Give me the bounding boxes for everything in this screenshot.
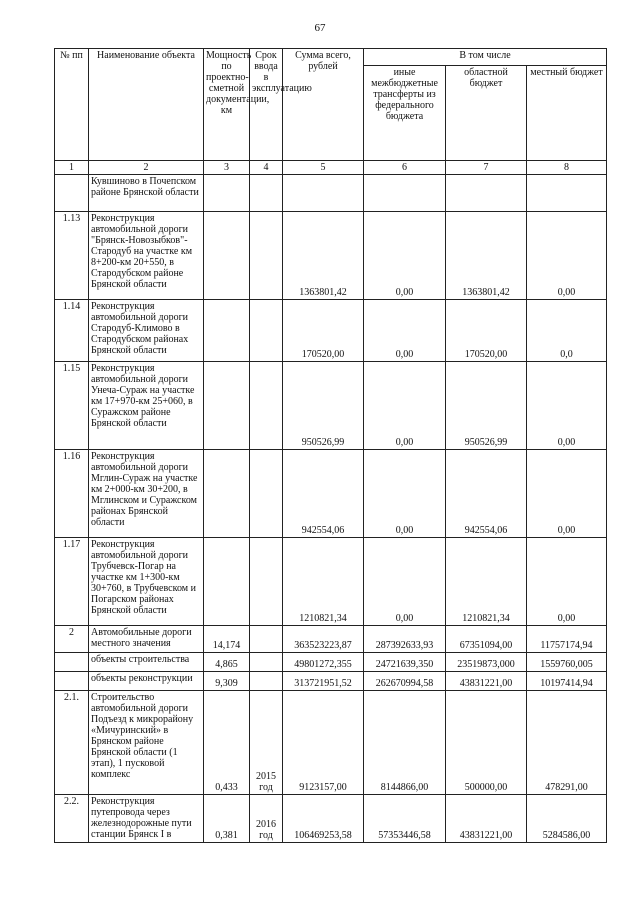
row-number: 1.15 — [55, 362, 89, 450]
term-cell — [250, 212, 283, 300]
capacity-cell: 4,865 — [204, 653, 250, 672]
column-index-row — [55, 161, 607, 175]
header-name: Наименование объекта — [89, 49, 204, 161]
regional-cell: 1363801,42 — [446, 212, 527, 300]
regional-cell: 67351094,00 — [446, 626, 527, 653]
header-total: Сумма всего, рублей — [283, 49, 364, 161]
term-cell — [250, 175, 283, 212]
object-name: объекты реконструкции — [89, 672, 204, 691]
table-row — [55, 300, 607, 362]
capacity-cell — [204, 450, 250, 538]
table-row — [55, 795, 607, 843]
total-cell: 170520,00 — [283, 300, 364, 362]
federal-cell — [364, 175, 446, 212]
total-cell: 363523223,87 — [283, 626, 364, 653]
object-name: Автомобильные дороги местного значения — [89, 626, 204, 653]
federal-cell: 8144866,00 — [364, 691, 446, 795]
local-cell: 0,0 — [527, 300, 607, 362]
capacity-cell: 0,433 — [204, 691, 250, 795]
column-index: 8 — [527, 161, 607, 175]
capacity-cell — [204, 175, 250, 212]
local-cell: 0,00 — [527, 538, 607, 626]
capacity-cell — [204, 538, 250, 626]
object-name: объекты строительства — [89, 653, 204, 672]
object-name: Реконструкция автомобильной дороги Трубчевск-Погар на участке км 1+300-км 30+760, в Трубчевском и Погарском районах Брянской области — [89, 538, 204, 626]
object-name: Реконструкция автомобильной дороги Мглин-Сураж на участке км 2+000-км 30+200, в Мглинском и Суражском районах Брянской области — [89, 450, 204, 538]
total-cell: 950526,99 — [283, 362, 364, 450]
header-local: местный бюджет — [527, 66, 607, 161]
row-number: 1.14 — [55, 300, 89, 362]
financing-table — [54, 48, 607, 843]
table-row — [55, 175, 607, 212]
capacity-cell: 0,381 — [204, 795, 250, 843]
table-row — [55, 626, 607, 653]
table-row — [55, 653, 607, 672]
regional-cell: 1210821,34 — [446, 538, 527, 626]
regional-cell: 950526,99 — [446, 362, 527, 450]
row-number — [55, 175, 89, 212]
regional-cell: 43831221,00 — [446, 795, 527, 843]
total-cell: 313721951,52 — [283, 672, 364, 691]
capacity-cell: 9,309 — [204, 672, 250, 691]
capacity-cell — [204, 362, 250, 450]
capacity-cell: 14,174 — [204, 626, 250, 653]
column-index: 5 — [283, 161, 364, 175]
column-index: 2 — [89, 161, 204, 175]
column-index: 4 — [250, 161, 283, 175]
table-row — [55, 691, 607, 795]
column-index: 6 — [364, 161, 446, 175]
term-cell — [250, 626, 283, 653]
object-name: Реконструкция автомобильной дороги "Брянск-Новозыбков"-Стародуб на участке км 8+200-км 20+550, в Стародубском районе Брянской области — [89, 212, 204, 300]
term-cell — [250, 538, 283, 626]
row-number: 1.16 — [55, 450, 89, 538]
local-cell: 0,00 — [527, 212, 607, 300]
table-row — [55, 672, 607, 691]
local-cell: 478291,00 — [527, 691, 607, 795]
capacity-cell — [204, 300, 250, 362]
local-cell: 0,00 — [527, 362, 607, 450]
term-cell — [250, 653, 283, 672]
page-number: 67 — [314, 22, 326, 34]
federal-cell: 0,00 — [364, 450, 446, 538]
row-number: 1.13 — [55, 212, 89, 300]
row-number: 2.2. — [55, 795, 89, 843]
object-name: Реконструкция автомобильной дороги Стародуб-Климово в Стародубском районах Брянской области — [89, 300, 204, 362]
table-row — [55, 538, 607, 626]
object-name: Кувшиново в Почепском районе Брянской области — [89, 175, 204, 212]
object-name: Строительство автомобильной дороги Подъезд к микрорайону «Мичуринский» в Брянском районе Брянской области (1 этап), 1 пусковой комплекс — [89, 691, 204, 795]
regional-cell: 500000,00 — [446, 691, 527, 795]
federal-cell: 262670994,58 — [364, 672, 446, 691]
row-number — [55, 672, 89, 691]
row-number: 1.17 — [55, 538, 89, 626]
regional-cell: 43831221,00 — [446, 672, 527, 691]
regional-cell — [446, 175, 527, 212]
federal-cell: 0,00 — [364, 362, 446, 450]
federal-cell: 287392633,93 — [364, 626, 446, 653]
local-cell: 5284586,00 — [527, 795, 607, 843]
total-cell: 1210821,34 — [283, 538, 364, 626]
total-cell: 9123157,00 — [283, 691, 364, 795]
federal-cell: 0,00 — [364, 300, 446, 362]
regional-cell: 942554,06 — [446, 450, 527, 538]
term-cell — [250, 362, 283, 450]
local-cell: 10197414,94 — [527, 672, 607, 691]
term-cell — [250, 300, 283, 362]
term-cell — [250, 672, 283, 691]
local-cell: 0,00 — [527, 450, 607, 538]
header-term: Срок ввода в эксплуатацию — [250, 49, 283, 161]
total-cell: 49801272,355 — [283, 653, 364, 672]
total-cell — [283, 175, 364, 212]
regional-cell: 23519873,000 — [446, 653, 527, 672]
column-index: 7 — [446, 161, 527, 175]
header-regional: областной бюджет — [446, 66, 527, 161]
row-number: 2 — [55, 626, 89, 653]
federal-cell: 0,00 — [364, 212, 446, 300]
header-including: В том числе — [364, 49, 607, 66]
header-no: № пп — [55, 49, 89, 161]
total-cell: 942554,06 — [283, 450, 364, 538]
local-cell: 11757174,94 — [527, 626, 607, 653]
table-row — [55, 212, 607, 300]
local-cell: 1559760,005 — [527, 653, 607, 672]
header-capacity: Мощность по проектно-сметной документации, км — [204, 49, 250, 161]
federal-cell: 0,00 — [364, 538, 446, 626]
regional-cell: 170520,00 — [446, 300, 527, 362]
total-cell: 1363801,42 — [283, 212, 364, 300]
total-cell: 106469253,58 — [283, 795, 364, 843]
term-cell: 2015 год — [250, 691, 283, 795]
term-cell — [250, 450, 283, 538]
federal-cell: 24721639,350 — [364, 653, 446, 672]
object-name: Реконструкция автомобильной дороги Унеча-Сураж на участке км 17+970-км 25+060, в Суражском районе Брянской области — [89, 362, 204, 450]
object-name: Реконструкция путепровода через железнодорожные пути станции Брянск I в — [89, 795, 204, 843]
federal-cell: 57353446,58 — [364, 795, 446, 843]
column-index: 1 — [55, 161, 89, 175]
column-index: 3 — [204, 161, 250, 175]
header-row-1 — [55, 49, 607, 66]
term-cell: 2016 год — [250, 795, 283, 843]
row-number: 2.1. — [55, 691, 89, 795]
table-row — [55, 450, 607, 538]
local-cell — [527, 175, 607, 212]
capacity-cell — [204, 212, 250, 300]
table-row — [55, 362, 607, 450]
header-federal: иные межбюджетные трансферты из федерального бюджета — [364, 66, 446, 161]
row-number — [55, 653, 89, 672]
